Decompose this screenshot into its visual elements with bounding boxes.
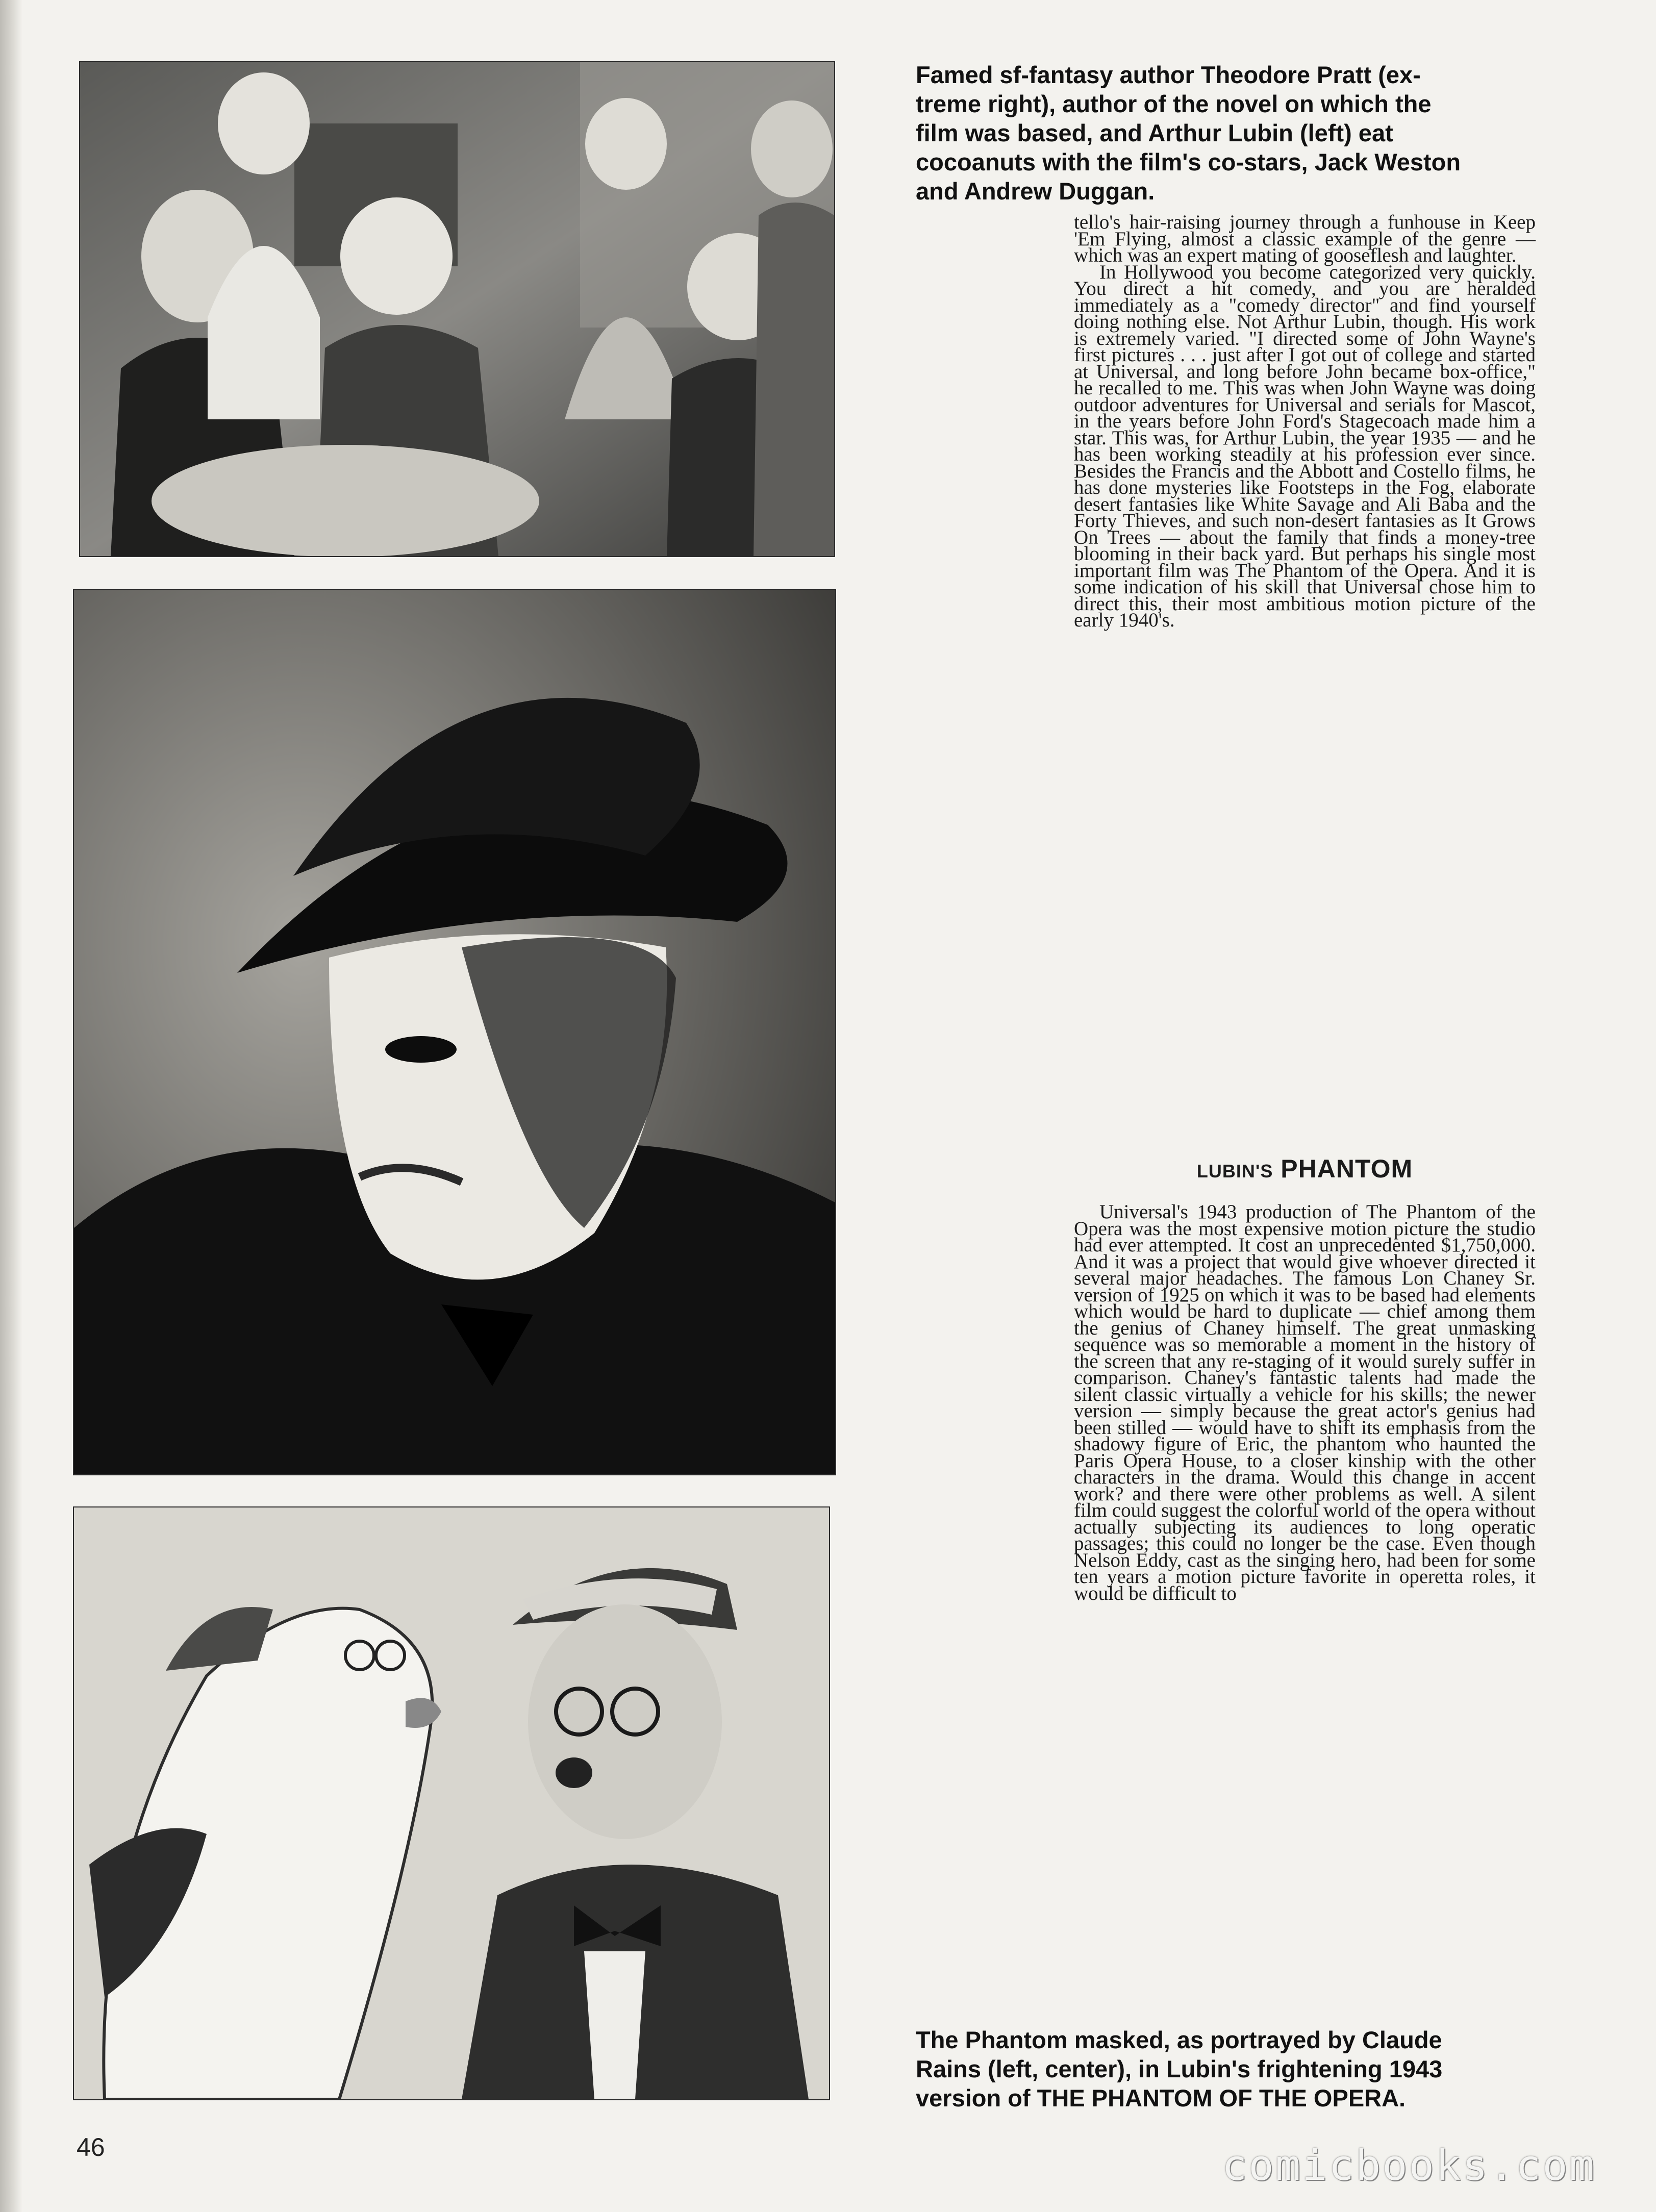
watermark-logo: comicbooks.com xyxy=(1222,2142,1596,2190)
article-paragraph: In Hollywood you become categorized very quickly. You direct a hit comedy, and you are heralded immediately as a "comedy director" and find yourself doing nothing else. Not Arthur Lubin, though. His work is extremely varied. "I directed some of John Wayne's first pictures . . . just after I got out of college and started at Universal, and long before John became box-office," he recalled to me. This was when John Wayne was doing outdoor adventures for Universal and serials for Mascot, in the years before John Ford's Stagecoach made him a star. This was, for Arthur Lubin, the year 1935 — and he has been working steadily at his profession ever since. Besides the Francis and the Abbott and Costello films, he has done mysteries like Footsteps in the Fog, elaborate desert fantasies like White Savage and Ali Baba and the Forty Thieves, and such non-desert fantasies as It Grows On Trees — about the family that finds a money-tree blooming in their back yard. But perhaps his single most important film was The Phantom of the Opera. And it is some indication of his skill that Universal chose him to direct this, their most ambitious motion picture of the early 1940's. xyxy=(1074,261,1536,631)
caption-bottom: The Phantom masked, as portrayed by Claude Rains (left, center), in Lubin's frightening 1943 version of THE PHANTOM OF THE OPERA. xyxy=(916,2026,1443,2112)
section-heading-main: PHANTOM xyxy=(1281,1154,1413,1183)
article-column-two xyxy=(1074,1201,1536,1604)
article-paragraph: Universal's 1943 production of The Phantom of the Opera was the most expensive motion picture the studio had ever attempted. It cost an unprecedented $1,750,000. And it was a project that would give whoever directed it several major headaches. The famous Lon Chaney Sr. version of 1925 on which it was to be based had elements which would be hard to duplicate — chief among them the genius of Chaney himself. The great unmasking sequence was so memorable a moment in the history of the screen that any re-staging of it would surely suffer in comparison. Chaney's fantastic talents had made the silent classic virtually a vehicle for his skills; the newer version — simply because the great actor's genius had been stilled — would have to shift its emphasis from the shadowy figure of Eric, the phantom who haunted the Paris Opera House, to a closer kinship with the other characters in the drama. Would this change in accent work? and there were other problems as well. A silent film could suggest the colorful world of the opera without actually subjecting its audiences to long operatic passages; this could no longer be the case. Even though Nelson Eddy, cast as the singing hero, had been for some ten years a motion picture favorite in operetta roles, it would be difficult to xyxy=(1074,1201,1536,1604)
photo-cartoon-fish-and-man xyxy=(73,1506,830,2100)
section-heading-prefix: LUBIN'S xyxy=(1196,1161,1273,1182)
page-number: 46 xyxy=(77,2133,105,2161)
photo-group-dinner-image xyxy=(80,62,834,556)
photo-cartoon-fish-and-man-image xyxy=(74,1507,829,2099)
photo-group-dinner xyxy=(79,61,835,557)
photo-masked-phantom-image xyxy=(74,590,835,1474)
photo-masked-phantom xyxy=(73,589,836,1475)
section-heading xyxy=(1074,1154,1536,1184)
caption-top: Famed sf-fantasy author Theodore Pratt (ex- treme right), author of the novel on which the film was based, and Arthur Lubin (left) eat cocoanuts with the film's co-stars, Jack Weston and Andrew Duggan. xyxy=(916,61,1461,205)
left-page-edge xyxy=(0,0,22,2212)
article-column-one xyxy=(1074,211,1536,631)
article-paragraph: tello's hair-raising journey through a funhouse in Keep 'Em Flying, almost a classic example of the genre — which was an expert mating of gooseflesh and laughter. xyxy=(1074,211,1536,266)
